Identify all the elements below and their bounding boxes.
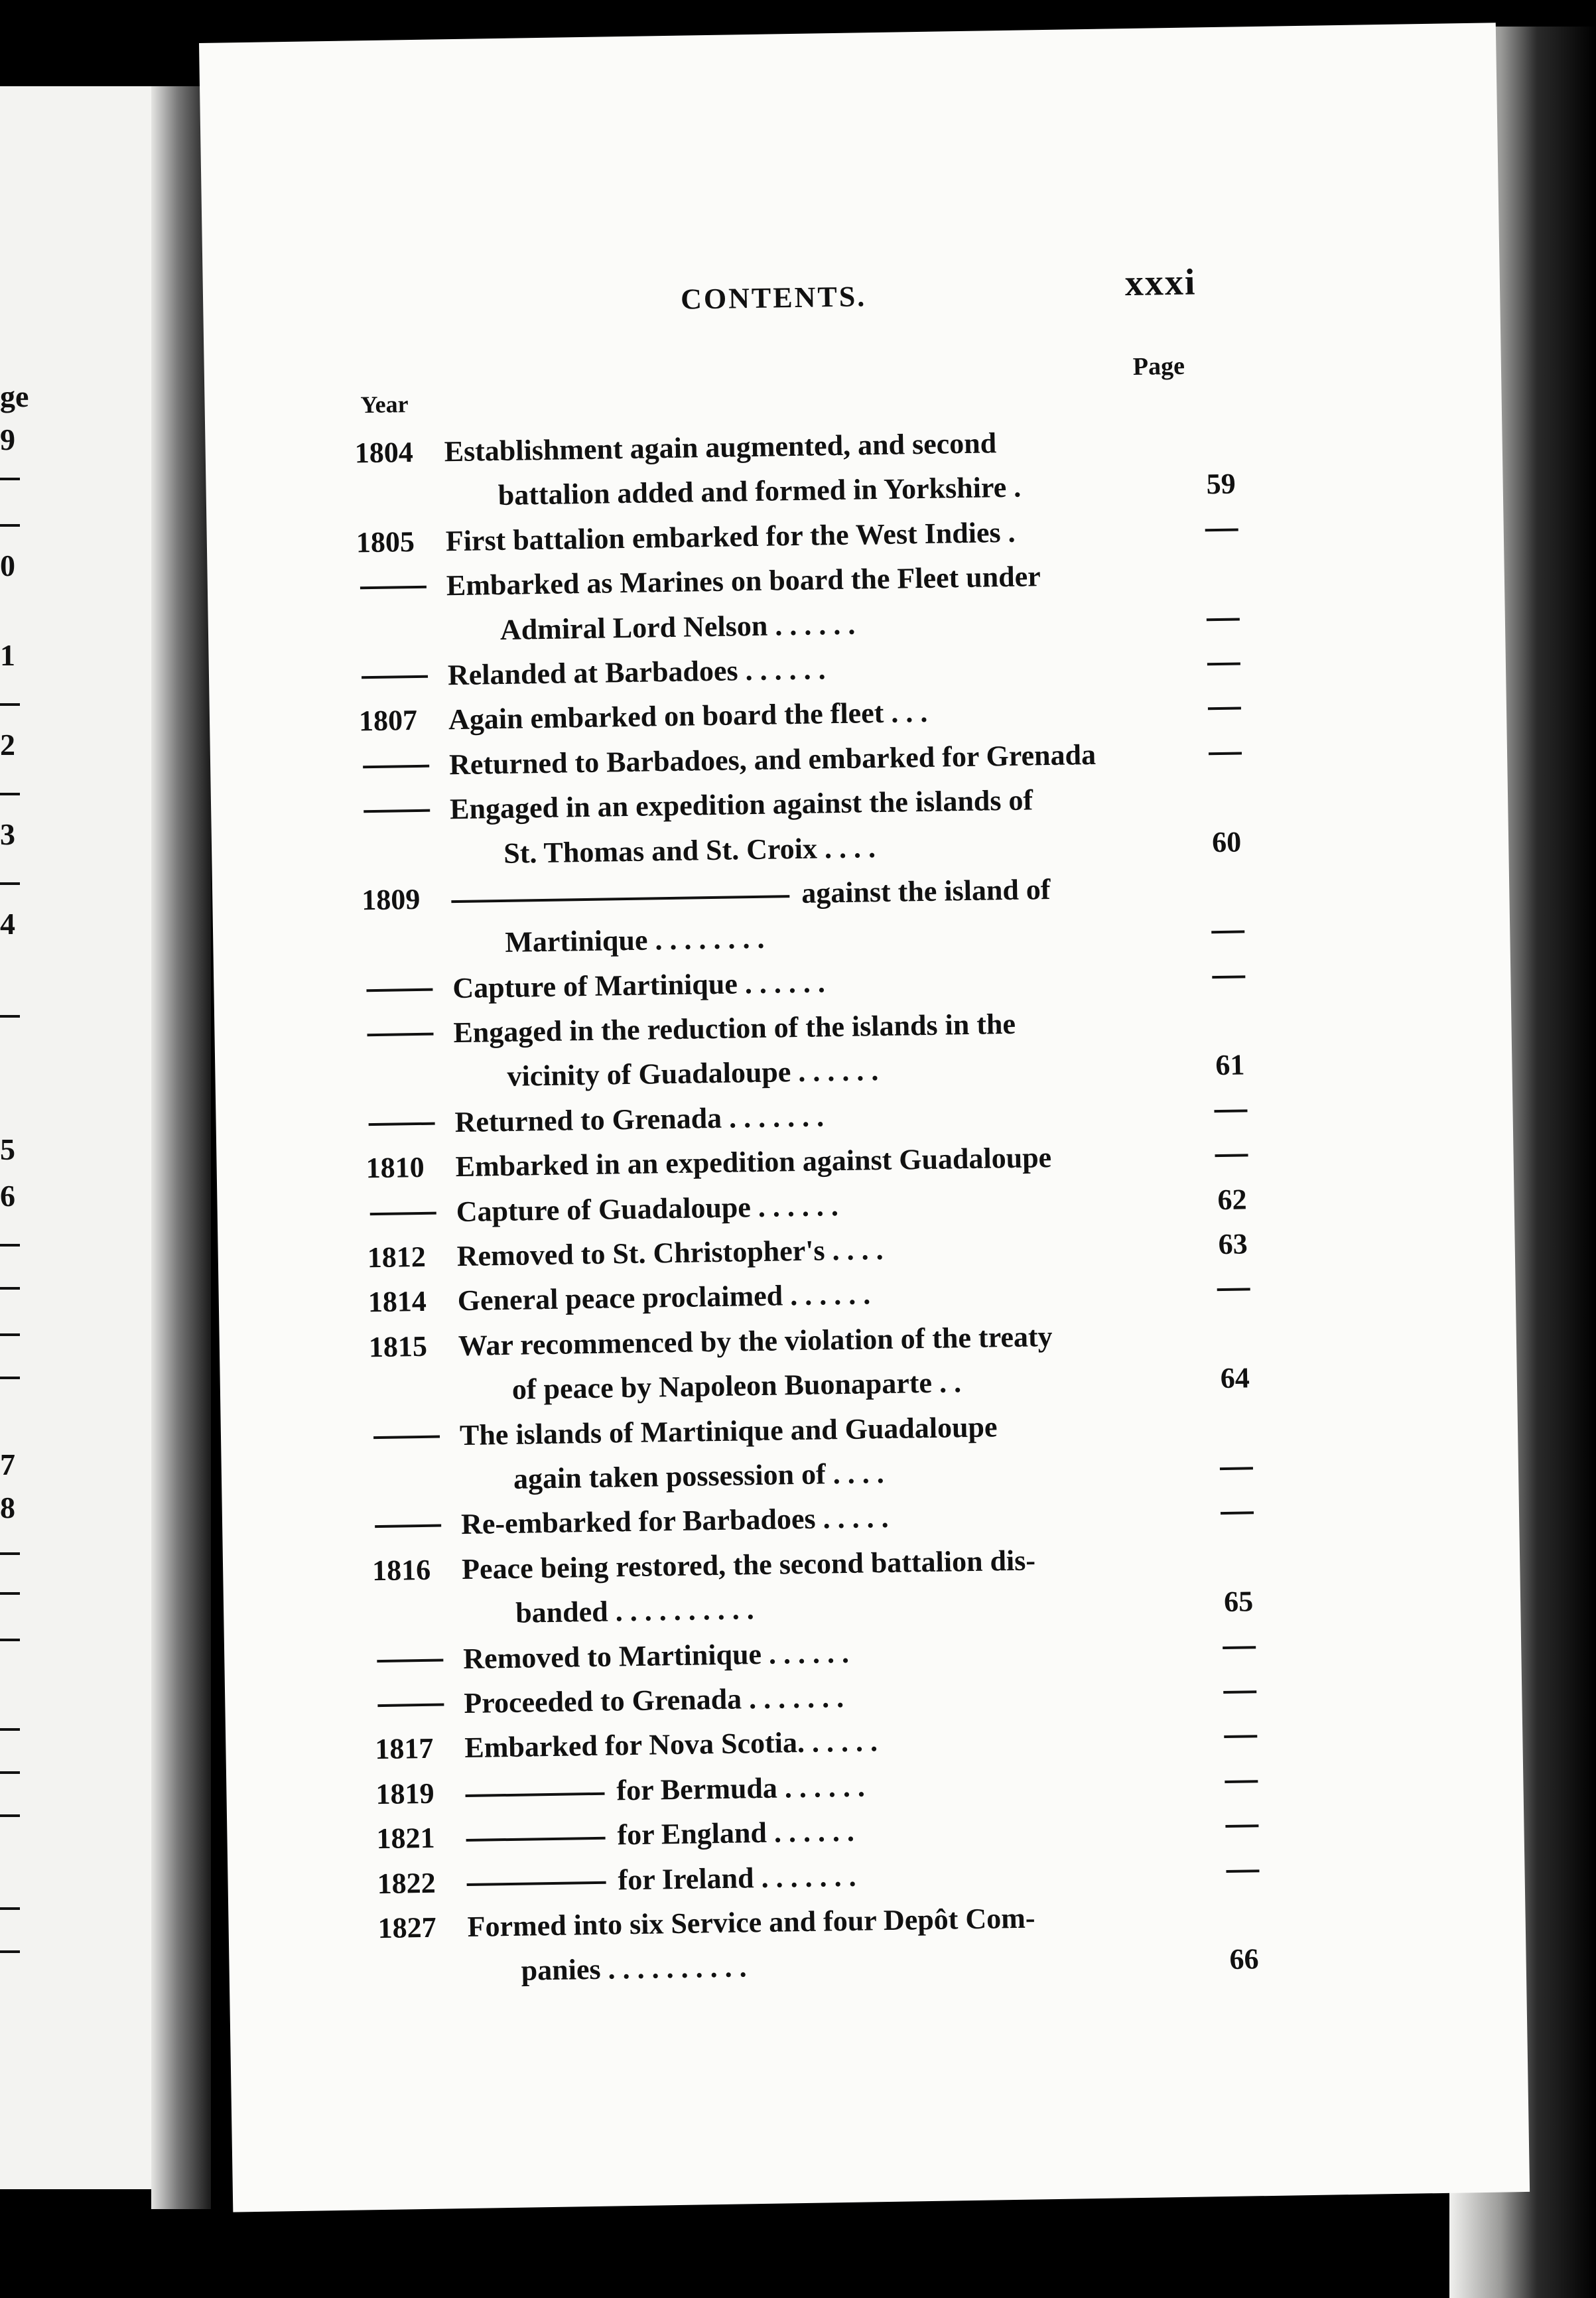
facing-page-fragment: 7 [0, 1448, 15, 1481]
entry-year: 1822 [377, 1866, 436, 1900]
entry-year: 1819 [375, 1777, 434, 1810]
entry-year: 1805 [356, 525, 415, 559]
page-ditto-dash [1208, 707, 1241, 710]
facing-page-fragment: 5 [0, 1132, 15, 1166]
entry-text-content: Removed to St. Christopher's . . . . [456, 1233, 884, 1273]
year-ditto-dash [369, 1122, 435, 1126]
entry-text-content: The islands of Martinique and Guadaloupe [459, 1410, 998, 1452]
facing-page-dash [0, 524, 20, 527]
entry-year: 1807 [358, 704, 418, 738]
year-ditto-dash [364, 809, 430, 813]
contents-entry [377, 1892, 1281, 1995]
facing-page-dash [0, 1907, 20, 1910]
entry-text-content: St. Thomas and St. Croix . . . . [503, 831, 876, 870]
facing-page-fragment: 1 [0, 638, 15, 672]
entry-year: 1804 [354, 436, 414, 470]
entry-text-content: for Bermuda . . . . . . [616, 1770, 866, 1807]
entry-text [521, 1938, 1168, 1994]
entry-text-content: again taken possession of . . . . [513, 1457, 885, 1495]
facing-page-dash [0, 1728, 20, 1731]
book-gutter [151, 86, 211, 2209]
entry-text-content: for Ireland . . . . . . . [618, 1859, 856, 1896]
facing-page-dash [0, 882, 20, 885]
entry-page-number: 66 [1229, 1942, 1259, 1976]
entry-year: 1817 [375, 1732, 434, 1766]
entry-text-content: Engaged in the reduction of the islands in the [453, 1007, 1016, 1049]
entry-year: 1821 [376, 1821, 435, 1856]
year-ditto-dash [377, 1658, 443, 1662]
page-ditto-dash [1209, 752, 1242, 755]
ditto-rule [466, 1837, 606, 1842]
entry-page-number: 60 [1211, 825, 1242, 858]
entry-text-content: Peace being restored, the second battalion dis- [461, 1544, 1036, 1586]
entry-page-number: 65 [1223, 1585, 1254, 1619]
entry-text-content: Again embarked on board the fleet . . . [448, 696, 928, 736]
facing-page-fragment: 2 [0, 728, 15, 762]
contents-entry [369, 1400, 1273, 1503]
page-ditto-dash [1224, 1735, 1257, 1739]
page-ditto-dash [1212, 975, 1245, 979]
entry-text-content: Relanded at Barbadoes . . . . . . [447, 653, 826, 692]
entry-page-number: 59 [1206, 467, 1236, 501]
ditto-rule [451, 895, 789, 903]
book-page [199, 23, 1530, 2212]
year-ditto-dash [377, 1703, 444, 1707]
year-ditto-dash [375, 1524, 441, 1528]
page-ditto-dash [1225, 1780, 1258, 1783]
entry-year: 1812 [367, 1240, 427, 1274]
entry-text-content: Engaged in an expedition against the islands of [449, 783, 1033, 826]
entry-text-content: Establishment again augmented, and second [444, 427, 997, 468]
contents-entry [362, 864, 1265, 967]
year-column-heading: Year [360, 391, 409, 419]
entry-page-number: 64 [1220, 1361, 1250, 1395]
year-ditto-dash [360, 586, 427, 590]
page-ditto-dash [1211, 931, 1244, 934]
facing-page-fragment: 9 [0, 423, 15, 456]
entry-text-content: Capture of Guadaloupe . . . . . . [456, 1189, 839, 1228]
ditto-rule [466, 1792, 605, 1796]
contents-entry [368, 1311, 1272, 1414]
entry-text-content: Embarked for Nova Scotia. . . . . . [464, 1725, 878, 1765]
contents-entry [364, 998, 1267, 1101]
facing-page-fragment: ge [0, 379, 29, 413]
entry-year: 1810 [366, 1151, 425, 1185]
facing-page-dash [0, 703, 20, 706]
entry-text-content: against the island of [801, 872, 1051, 910]
facing-page-dash [0, 1950, 20, 1953]
facing-page-dash [0, 1333, 20, 1336]
entry-text-content: panies . . . . . . . . . . [521, 1950, 747, 1988]
page-ditto-dash [1226, 1869, 1259, 1873]
year-ditto-dash [370, 1211, 436, 1215]
facing-page-dash [0, 1814, 20, 1817]
page-ditto-dash [1207, 662, 1240, 665]
contents-entry [356, 551, 1260, 654]
facing-page-dash [0, 1552, 20, 1555]
year-ditto-dash [362, 675, 428, 679]
entry-text-content: Returned to Barbadoes, and embarked for Grenada [448, 738, 1097, 781]
facing-page-fragment: 4 [0, 907, 15, 941]
facing-page-dash [0, 1287, 20, 1290]
page-ditto-dash [1225, 1824, 1258, 1828]
page-ditto-dash [1223, 1646, 1256, 1649]
facing-page-dash [0, 1244, 20, 1247]
entry-text-content: General peace proclaimed . . . . . . [457, 1278, 871, 1318]
facing-page-fragment: 8 [0, 1491, 15, 1524]
entry-page-number: 61 [1215, 1048, 1245, 1082]
page-ditto-dash [1214, 1109, 1247, 1113]
facing-page-fragment: 3 [0, 817, 15, 851]
year-ditto-dash [367, 1033, 433, 1037]
running-head: CONTENTS. [680, 280, 867, 316]
entry-text-content: First battalion embarked for the West Indies . [445, 515, 1016, 558]
page-ditto-dash [1217, 1288, 1250, 1292]
contents-entry [372, 1534, 1276, 1638]
year-ditto-dash [366, 988, 432, 992]
ditto-rule [467, 1881, 606, 1886]
entry-year: 1814 [367, 1285, 427, 1319]
entry-year: 1809 [361, 882, 421, 917]
entry-text-content: Embarked in an expedition against Guadaloupe [455, 1141, 1052, 1183]
entry-text-content: Martinique . . . . . . . . [504, 922, 765, 959]
year-ditto-dash [373, 1435, 440, 1439]
year-ditto-dash [363, 764, 429, 768]
entry-text-content: Returned to Grenada . . . . . . . [454, 1100, 825, 1139]
page-number: xxxi [1124, 261, 1197, 304]
entry-text-content: of peace by Napoleon Buonaparte . . [511, 1366, 962, 1406]
entry-year: 1815 [368, 1329, 428, 1364]
facing-page-dash [0, 478, 20, 480]
facing-page-dash [0, 1771, 20, 1774]
entry-page-number: 62 [1217, 1183, 1247, 1216]
facing-page-dash [0, 1377, 20, 1379]
entry-text-content: Formed into six Service and four Depôt Com- [467, 1901, 1035, 1943]
page-ditto-dash [1220, 1467, 1253, 1470]
entry-text-content: Removed to Martinique . . . . . . [462, 1636, 850, 1675]
entry-text-content: vicinity of Guadaloupe . . . . . . [507, 1054, 879, 1093]
entry-text-content: battalion added and formed in Yorkshire . [498, 471, 1022, 512]
entry-text-content: Capture of Martinique . . . . . . [452, 966, 826, 1004]
entry-text-content: for England . . . . . . [617, 1814, 855, 1852]
facing-page-dash [0, 1639, 20, 1641]
contents-entry [354, 417, 1258, 520]
entry-text-content: banded . . . . . . . . . . [515, 1593, 754, 1629]
entry-text-content: Embarked as Marines on board the Fleet under [446, 560, 1041, 602]
entry-page-number: 63 [1218, 1227, 1248, 1261]
entry-text-content: Proceeded to Grenada . . . . . . . [463, 1680, 844, 1720]
page-ditto-dash [1223, 1690, 1256, 1694]
entry-text-content: Re-embarked for Barbadoes . . . . . [460, 1501, 889, 1541]
entry-year: 1816 [371, 1553, 431, 1587]
entry-text-content: Admiral Lord Nelson . . . . . . [499, 608, 856, 646]
page-ditto-dash [1205, 528, 1238, 531]
entry-year: 1827 [377, 1911, 437, 1945]
page-ditto-dash [1215, 1154, 1248, 1158]
facing-page-dash [0, 1015, 20, 1018]
contents-list [354, 417, 1281, 1995]
contents-entry [360, 774, 1264, 878]
page-column-heading: Page [1132, 352, 1185, 381]
page-ditto-dash [1221, 1512, 1254, 1515]
facing-page-dash [0, 793, 20, 795]
entry-text-content: War recommenced by the violation of the treaty [458, 1319, 1053, 1362]
facing-page-dash [0, 1592, 20, 1595]
page-ditto-dash [1207, 618, 1240, 621]
facing-page-fragment: 6 [0, 1179, 15, 1213]
facing-page-fragment: 0 [0, 549, 15, 582]
